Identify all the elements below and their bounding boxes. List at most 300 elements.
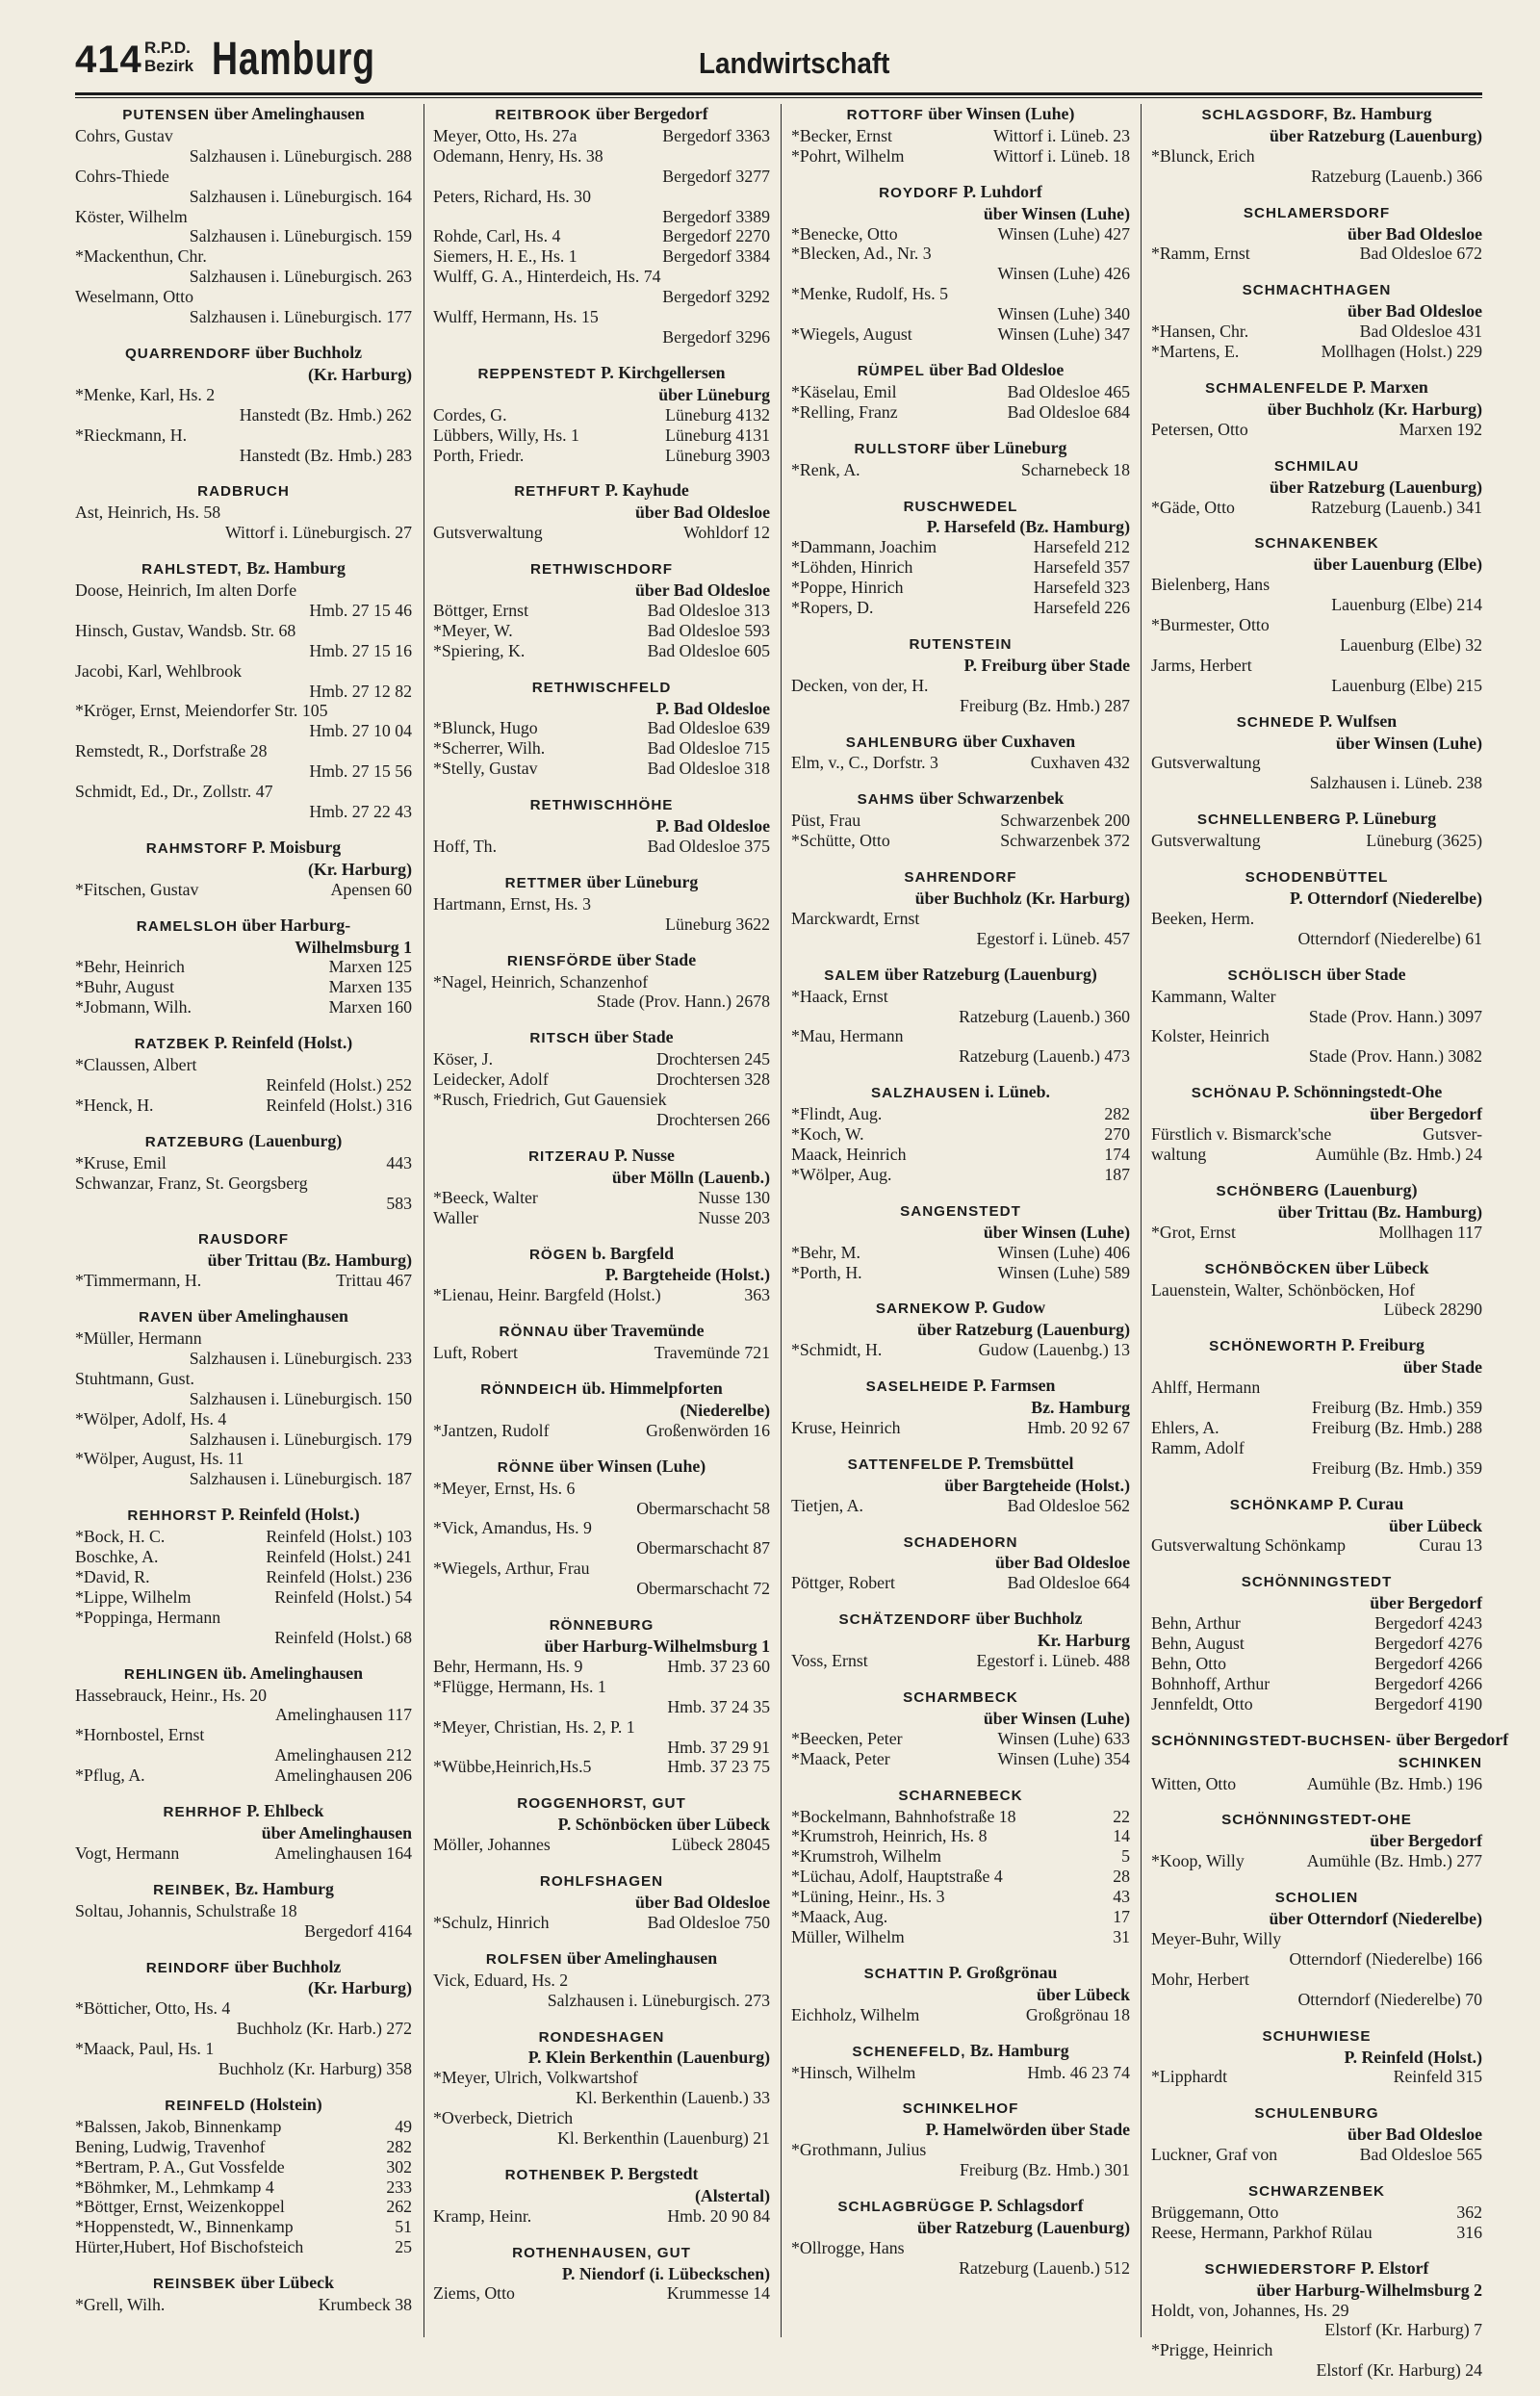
entry-name: *Bertram, P. A., Gut Vossfelde [75, 2156, 285, 2177]
entry-line: Stade (Prov. Hann.) 3097 [1308, 1006, 1482, 1026]
place-heading [791, 1963, 1130, 1985]
entry-line: Hartmann, Ernst, Hs. 3 [433, 893, 591, 914]
column-1 [75, 104, 412, 2331]
entry-phone: Travemünde 721 [654, 1343, 770, 1363]
place-heading [1151, 1809, 1482, 1831]
place-heading [1151, 809, 1482, 831]
place-block [75, 837, 412, 900]
place-block [75, 1879, 412, 1942]
entry-row [791, 382, 1130, 402]
entry-row [1151, 1145, 1482, 1165]
district-label: R.P.D. Bezirk [144, 39, 194, 75]
entry-line: *Vick, Amandus, Hs. 9 [433, 1518, 592, 1538]
place-postal-note: Bz. Hamburg [230, 1878, 334, 1898]
entry-name: *Schulz, Hinrich [433, 1912, 550, 1932]
place-block [433, 1614, 770, 1777]
entry-name: Gutsverwaltung Schönkamp [1151, 1535, 1346, 1556]
place-heading [433, 1948, 770, 1971]
entry-phone: 43 [1113, 1887, 1130, 1907]
place-name: RITSCH [529, 1030, 590, 1047]
entry-line: *Mau, Hermann [791, 1026, 904, 1046]
place-block [1151, 2180, 1482, 2243]
place-postal-note-line: P. Bad Oldesloe [655, 816, 770, 837]
entry-name: Brüggemann, Otto [1151, 2202, 1279, 2222]
place-heading [433, 1792, 770, 1815]
place-name: RITZERAU [528, 1147, 610, 1165]
place-block [1151, 1335, 1482, 1478]
entry-line: *Menke, Rudolf, Hs. 5 [791, 284, 948, 304]
entry-phone: Lübeck 28045 [671, 1835, 770, 1855]
place-block [1151, 104, 1482, 187]
place-heading [1151, 1887, 1482, 1909]
place-block [1151, 1494, 1482, 1557]
entry-row [75, 977, 412, 997]
place-postal-note: P. Luhdorf [959, 181, 1042, 201]
entry-row [791, 1867, 1130, 1887]
entry-phone: Bergedorf 4190 [1374, 1693, 1482, 1713]
place-heading [433, 872, 770, 894]
place-block [791, 732, 1130, 774]
entry-phone: Marxen 125 [328, 957, 412, 977]
entry-row [75, 2295, 412, 2315]
place-heading [433, 2164, 770, 2186]
entry-phone: Bad Oldesloe 375 [647, 837, 770, 856]
entry-row [791, 224, 1130, 245]
place-block [433, 1146, 770, 1228]
entry-name: Porth, Friedr. [433, 445, 525, 465]
entry-phone: 302 [386, 2156, 412, 2177]
entry-phone: Reinfeld (Holst.) 241 [266, 1547, 412, 1567]
entry-line: Lauenburg (Elbe) 214 [1331, 595, 1482, 615]
place-block [75, 1801, 412, 1864]
entry-row [433, 1657, 770, 1677]
entry-name: Kruse, Heinrich [791, 1417, 901, 1437]
entry-line: Hmb. 27 15 16 [309, 640, 412, 660]
place-block [433, 2242, 770, 2305]
place-postal-note: über Buchholz [250, 342, 363, 362]
entry-name: Elm, v., C., Dorfstr. 3 [791, 753, 938, 773]
entry-line: Hmb. 27 22 43 [309, 802, 412, 821]
entry-row [1151, 244, 1482, 264]
entry-name: *Krumstroh, Wilhelm [791, 1846, 942, 1867]
entry-row [791, 557, 1130, 578]
entry-line: Cohrs-Thiede [75, 166, 169, 186]
place-block [433, 950, 770, 1013]
place-name: SCHÖNNINGSTEDT-OHE [1221, 1812, 1412, 1829]
place-heading [791, 866, 1130, 889]
entry-line: Freiburg (Bz. Hmb.) 301 [960, 2160, 1130, 2180]
place-name-cont: SCHINKEN [1398, 1754, 1482, 1771]
entry-phone: Nusse 203 [698, 1207, 770, 1227]
place-heading [1151, 279, 1482, 301]
place-name: SCHNELLENBERG [1196, 812, 1342, 829]
entry-phone: Harsefeld 212 [1033, 537, 1130, 557]
entry-line: Freiburg (Bz. Hmb.) 287 [960, 695, 1130, 715]
entry-phone: 187 [1104, 1164, 1130, 1184]
entry-name: *Lüchau, Adolf, Hauptstraße 4 [791, 1867, 1003, 1887]
entry-line: Cohrs, Gustav [75, 125, 173, 145]
place-name: SCHÖNEWORTH [1209, 1338, 1338, 1355]
entry-line: Schwanzar, Franz, St. Georgsberg [75, 1172, 308, 1193]
entry-line: Obermarschacht 87 [636, 1538, 770, 1559]
entry-row [791, 1243, 1130, 1263]
entry-row [791, 1340, 1130, 1360]
entry-row [791, 1418, 1130, 1438]
entry-phone: Bad Oldesloe 664 [1007, 1573, 1130, 1593]
place-block [433, 363, 770, 466]
entry-line: Hanstedt (Bz. Hmb.) 283 [239, 445, 412, 465]
entry-line: *Meyer, Ernst, Hs. 6 [433, 1478, 576, 1498]
entry-row [791, 1826, 1130, 1846]
entry-name: Siemers, H. E., Hs. 1 [433, 246, 578, 267]
entry-row [1151, 342, 1482, 362]
entry-phone: Reinfeld 315 [1393, 2067, 1482, 2087]
entry-phone: Großenwörden 16 [646, 1420, 770, 1440]
entry-row [75, 1587, 412, 1608]
place-postal-note: P. Schönningstedt-Ohe [1271, 1082, 1443, 1102]
entry-line: *Burmester, Otto [1151, 615, 1270, 635]
entry-phone: Bergedorf 4266 [1374, 1654, 1482, 1673]
place-name: RÖNNEBURG [549, 1617, 654, 1635]
place-block [1151, 2258, 1482, 2381]
place-block [791, 2196, 1130, 2279]
entry-line: Ast, Heinrich, Hs. 58 [75, 502, 221, 523]
entry-name: Waller [433, 1207, 478, 1227]
entry-line: 583 [386, 1193, 412, 1213]
place-heading [433, 480, 770, 502]
place-postal-note: über Lüneburg [951, 437, 1067, 457]
place-heading [433, 794, 770, 816]
place-postal-note: P. Schlagsdorf [975, 2196, 1084, 2216]
place-heading [1151, 104, 1482, 126]
place-postal-note-line: über Bergedorf [1370, 1831, 1482, 1851]
place-postal-note-line: P. Freiburg über Stade [963, 655, 1130, 675]
column-4 [1151, 104, 1509, 2396]
place-postal-note-line: über Ratzeburg (Lauenburg) [1270, 125, 1482, 145]
entry-name: Tietjen, A. [791, 1495, 863, 1515]
entry-line: Kl. Berkenthin (Lauenb.) 33 [576, 2088, 770, 2108]
entry-row [75, 2157, 412, 2177]
entry-name: *Löhden, Hinrich [791, 557, 913, 578]
place-heading [1151, 2258, 1482, 2280]
place-postal-note: P. Elstorf [1356, 2257, 1429, 2278]
entry-name: Lübbers, Willy, Hs. 1 [433, 425, 579, 445]
entry-line: Decken, von der, H. [791, 675, 929, 695]
entry-phone: Amelinghausen 206 [274, 1765, 412, 1786]
entry-name: *Becker, Ernst [791, 125, 892, 145]
entry-phone: Winsen (Luhe) 633 [997, 1728, 1130, 1748]
entry-phone: Hmb. 46 23 74 [1027, 2062, 1130, 2082]
place-heading [433, 1378, 770, 1401]
place-postal-note-line: über Bad Oldesloe [1348, 301, 1482, 322]
entry-row [75, 2237, 412, 2257]
entry-phone: Lüneburg 4132 [665, 404, 770, 425]
place-heading [75, 837, 412, 860]
entry-line: Lauenburg (Elbe) 215 [1331, 675, 1482, 695]
entry-line: Salzhausen i. Lüneburgisch. 288 [189, 145, 412, 166]
entry-name: Eichholz, Wilhelm [791, 2004, 920, 2024]
place-block [75, 1505, 412, 1647]
entry-row [1151, 1124, 1482, 1145]
place-heading [433, 1456, 770, 1479]
place-name: REHHORST [127, 1507, 218, 1525]
entry-row [433, 718, 770, 738]
entry-line: Kammann, Walter [1151, 986, 1276, 1006]
entry-name: *Martens, E. [1151, 342, 1240, 362]
entry-phone: Bad Oldesloe 565 [1359, 2145, 1482, 2165]
place-block [433, 1244, 770, 1306]
place-heading [791, 1687, 1130, 1709]
entry-name: *Behr, M. [791, 1242, 860, 1262]
place-postal-note: P. Reinfeld (Holst.) [210, 1033, 353, 1053]
entry-phone: 49 [395, 2116, 412, 2136]
place-postal-note: P. Kayhude [601, 480, 689, 501]
place-postal-note-line: (Kr. Harburg) [308, 1978, 412, 1998]
place-postal-note-line: über Bad Oldesloe [995, 1553, 1130, 1573]
entry-phone: Amelinghausen 164 [274, 1842, 412, 1863]
entry-row [75, 2177, 412, 2198]
entry-row [75, 1765, 412, 1786]
place-block [791, 1376, 1130, 1438]
entry-line: Elstorf (Kr. Harburg) 24 [1316, 2360, 1482, 2381]
entry-name: *Bock, H. C. [75, 1527, 166, 1547]
entry-row [1151, 1634, 1482, 1654]
entry-name: *Maack, Peter [791, 1748, 890, 1768]
entry-name: Hürter,Hubert, Hof Bischofsteich [75, 2237, 304, 2257]
place-name: RÖNNDEICH [480, 1381, 578, 1399]
place-heading [1151, 1494, 1482, 1516]
place-block [433, 2026, 770, 2149]
place-name: SAHRENDORF [904, 869, 1017, 887]
entry-line: *Grothmann, Julius [791, 2140, 927, 2160]
entry-row [433, 446, 770, 466]
place-postal-note-line: über Bargteheide (Holst.) [944, 1475, 1130, 1495]
place-postal-note-line: P. Niendorf (i. Lübeckschen) [561, 2263, 770, 2283]
entry-line: Salzhausen i. Lüneburgisch. 150 [189, 1388, 412, 1408]
place-name: SALEM [824, 966, 881, 984]
entry-line: *Rusch, Friedrich, Gut Gauensiek [433, 1090, 667, 1110]
entry-phone: 233 [386, 2177, 412, 2197]
entry-phone: Hmb. 37 23 75 [667, 1757, 770, 1777]
entry-line: Remstedt, R., Dorfstraße 28 [75, 741, 268, 761]
place-postal-note: P. Marxen [1348, 376, 1428, 397]
entry-phone: Curau 13 [1419, 1535, 1482, 1556]
place-heading [791, 1532, 1130, 1554]
entry-row [791, 537, 1130, 557]
entry-row [433, 601, 770, 621]
place-heading [791, 438, 1130, 460]
place-block [791, 965, 1130, 1068]
entry-phone: Freiburg (Bz. Hmb.) 288 [1312, 1417, 1482, 1437]
entry-name: *Stelly, Gustav [433, 759, 538, 779]
entry-name: *Wübbe,Heinrich,Hs.5 [433, 1757, 592, 1777]
place-heading [433, 363, 770, 385]
place-postal-note-line: über Lübeck [1389, 1515, 1482, 1535]
place-heading [1151, 1335, 1482, 1357]
place-block [791, 182, 1130, 345]
place-postal-note: über Bergedorf [591, 104, 708, 123]
place-postal-note-line: über Bergedorf [1370, 1104, 1482, 1124]
place-name: REHRHOF [163, 1804, 243, 1821]
entry-line: Amelinghausen 117 [274, 1705, 412, 1725]
entry-phone: Bad Oldesloe 639 [647, 718, 770, 738]
entry-line: Bergedorf 3389 [662, 206, 770, 226]
entry-name: *Böhmker, M., Lehmkamp 4 [75, 2177, 274, 2197]
entry-phone: Bad Oldesloe 431 [1359, 322, 1482, 342]
place-block [1151, 377, 1482, 440]
place-heading [791, 1298, 1130, 1320]
place-heading [1151, 532, 1482, 554]
place-heading [433, 1614, 770, 1636]
place-postal-note-line: über Winsen (Luhe) [983, 1222, 1130, 1242]
entry-row [1151, 2203, 1482, 2223]
place-heading [791, 788, 1130, 811]
place-heading [791, 182, 1130, 204]
entry-line: Lübeck 28290 [1383, 1300, 1482, 1320]
place-heading [791, 2041, 1130, 2063]
entry-line: *Maack, Paul, Hs. 1 [75, 2039, 215, 2059]
page-header [75, 33, 1482, 92]
place-name: SCHARNEBECK [898, 1787, 1023, 1804]
entry-name: *Jobmann, Wilh. [75, 997, 192, 1018]
place-heading [1151, 1571, 1482, 1593]
entry-line: Ramm, Adolf [1151, 1437, 1245, 1457]
place-postal-note: P. Curau [1334, 1493, 1404, 1513]
place-name: RATZEBURG [144, 1133, 244, 1150]
place-heading-cont [1151, 1752, 1482, 1774]
entry-row [433, 226, 770, 246]
entry-name: *Bockelmann, Bahnhofstraße 18 [791, 1806, 1016, 1826]
entry-line: Salzhausen i. Lüneburgisch. 159 [189, 226, 412, 246]
place-name: SCHÄTZENDORF [838, 1611, 972, 1629]
place-postal-note: über Lüneburg [582, 871, 699, 891]
entry-line: Stade (Prov. Hann.) 2678 [596, 992, 770, 1012]
place-name: SCHARMBECK [903, 1689, 1018, 1706]
place-block [791, 1454, 1130, 1516]
place-name: SCHÖLISCH [1227, 966, 1322, 984]
entry-line: Salzhausen i. Lüneburgisch. 273 [547, 1990, 770, 2010]
place-heading [791, 360, 1130, 382]
entry-phone: 443 [386, 1152, 412, 1172]
entry-name: *David, R. [75, 1567, 150, 1586]
entry-row [433, 405, 770, 425]
entry-name: Gutsverwaltung [1151, 831, 1261, 851]
place-name: SCHÖNKAMP [1229, 1496, 1335, 1513]
place-heading [75, 915, 412, 938]
entry-row [791, 1807, 1130, 1827]
place-postal-note-line: über Buchholz (Kr. Harburg) [914, 889, 1130, 908]
entry-line: *Ollrogge, Hans [791, 2237, 905, 2257]
entry-name: Behr, Hermann, Hs. 9 [433, 1656, 583, 1676]
entry-line: Doose, Heinrich, Im alten Dorfe [75, 580, 297, 601]
place-block [791, 788, 1130, 851]
place-postal-note: Bz. Hamburg [965, 2040, 1069, 2060]
entry-line: Mohr, Herbert [1151, 1969, 1249, 1989]
entry-row [791, 402, 1130, 423]
entry-line: Kolster, Heinrich [1151, 1026, 1270, 1046]
place-name: RETHWISCHDORF [530, 561, 673, 579]
place-block [1151, 1809, 1482, 1871]
place-name: REINDORF [145, 1959, 231, 1976]
place-name: SCHWIEDERSTORF [1204, 2260, 1357, 2278]
entry-phone: Bad Oldesloe 593 [647, 620, 770, 640]
place-heading [1151, 2102, 1482, 2125]
place-postal-note-line: (Niederelbe) [680, 1400, 770, 1420]
entry-row [791, 578, 1130, 598]
place-name: SCHLAGSDORF, [1201, 107, 1329, 123]
place-postal-note-line: über Harburg-Wilhelmsburg 2 [1256, 2280, 1482, 2300]
place-postal-note: üb. Himmelpforten [578, 1378, 723, 1399]
entry-phone: Krummesse 14 [666, 2283, 770, 2304]
entry-name: *Buhr, August [75, 977, 175, 997]
place-name: RAUSDORF [197, 1231, 290, 1249]
place-name: SCHÖNBÖCKEN [1204, 1260, 1332, 1277]
place-block [75, 343, 412, 465]
entry-phone: 316 [1456, 2222, 1482, 2242]
place-heading [75, 1228, 412, 1250]
place-block [1151, 2102, 1482, 2165]
place-block [791, 104, 1130, 167]
entry-name: Gutsverwaltung [433, 523, 543, 543]
place-block [791, 1687, 1130, 1769]
entry-row [433, 1049, 770, 1069]
entry-line: *Wiegels, Arthur, Frau [433, 1559, 590, 1579]
entry-phone: Wittorf i. Lüneb. 23 [993, 125, 1130, 145]
entry-name: *Pflug, A. [75, 1765, 145, 1786]
entry-name: *Lienau, Heinr. Bargfeld (Holst.) [433, 1285, 661, 1305]
entry-phone: Bergedorf 3384 [662, 246, 770, 267]
place-name: ROGGENHORST, GUT [517, 1795, 686, 1813]
place-block [791, 2041, 1130, 2083]
entry-name: *Meyer, W. [433, 620, 513, 640]
entry-phone: Bergedorf 4266 [1374, 1673, 1482, 1693]
place-block [1151, 455, 1482, 518]
place-name: RULLSTORF [854, 440, 952, 457]
entry-row [433, 759, 770, 779]
place-heading [791, 1609, 1130, 1631]
entry-row [433, 2283, 770, 2304]
entry-line: Reinfeld (Holst.) 252 [266, 1074, 412, 1095]
place-block [433, 558, 770, 661]
place-heading [75, 1505, 412, 1527]
entry-line: Odemann, Henry, Hs. 38 [433, 145, 603, 166]
place-heading [1151, 866, 1482, 889]
place-block [75, 104, 412, 327]
entry-row [791, 1749, 1130, 1769]
place-postal-note-line: über Bad Oldesloe [1348, 223, 1482, 244]
entry-line: Lauenburg (Elbe) 32 [1340, 634, 1482, 655]
entry-phone: 22 [1113, 1806, 1130, 1826]
entry-phone: Bergedorf 4243 [1374, 1613, 1482, 1634]
entry-line: Hanstedt (Bz. Hmb.) 262 [239, 404, 412, 425]
place-name: RÖNNAU [499, 1324, 570, 1341]
place-name: REINBEK, [153, 1881, 231, 1898]
entry-line: Hassebrauck, Heinr., Hs. 20 [75, 1685, 268, 1705]
entry-name: *Scherrer, Wilh. [433, 738, 546, 759]
place-block [1151, 1180, 1482, 1243]
place-postal-note-line: über Ratzeburg (Lauenburg) [917, 1320, 1130, 1340]
entry-phone: Ratzeburg (Lauenb.) 341 [1311, 497, 1482, 517]
entry-line: Wulff, Hermann, Hs. 15 [433, 307, 599, 327]
place-postal-note-line: Wilhelmsburg 1 [295, 937, 412, 957]
place-postal-note-line: über Bad Oldesloe [635, 502, 770, 523]
place-name: SATTENFELDE [847, 1456, 963, 1473]
place-name: REINFELD [165, 2097, 246, 2114]
entry-phone: Krumbeck 38 [318, 2295, 412, 2315]
entry-row [791, 1165, 1130, 1185]
place-block [791, 1963, 1130, 2025]
place-postal-note: i. Lüneb. [980, 1082, 1050, 1102]
